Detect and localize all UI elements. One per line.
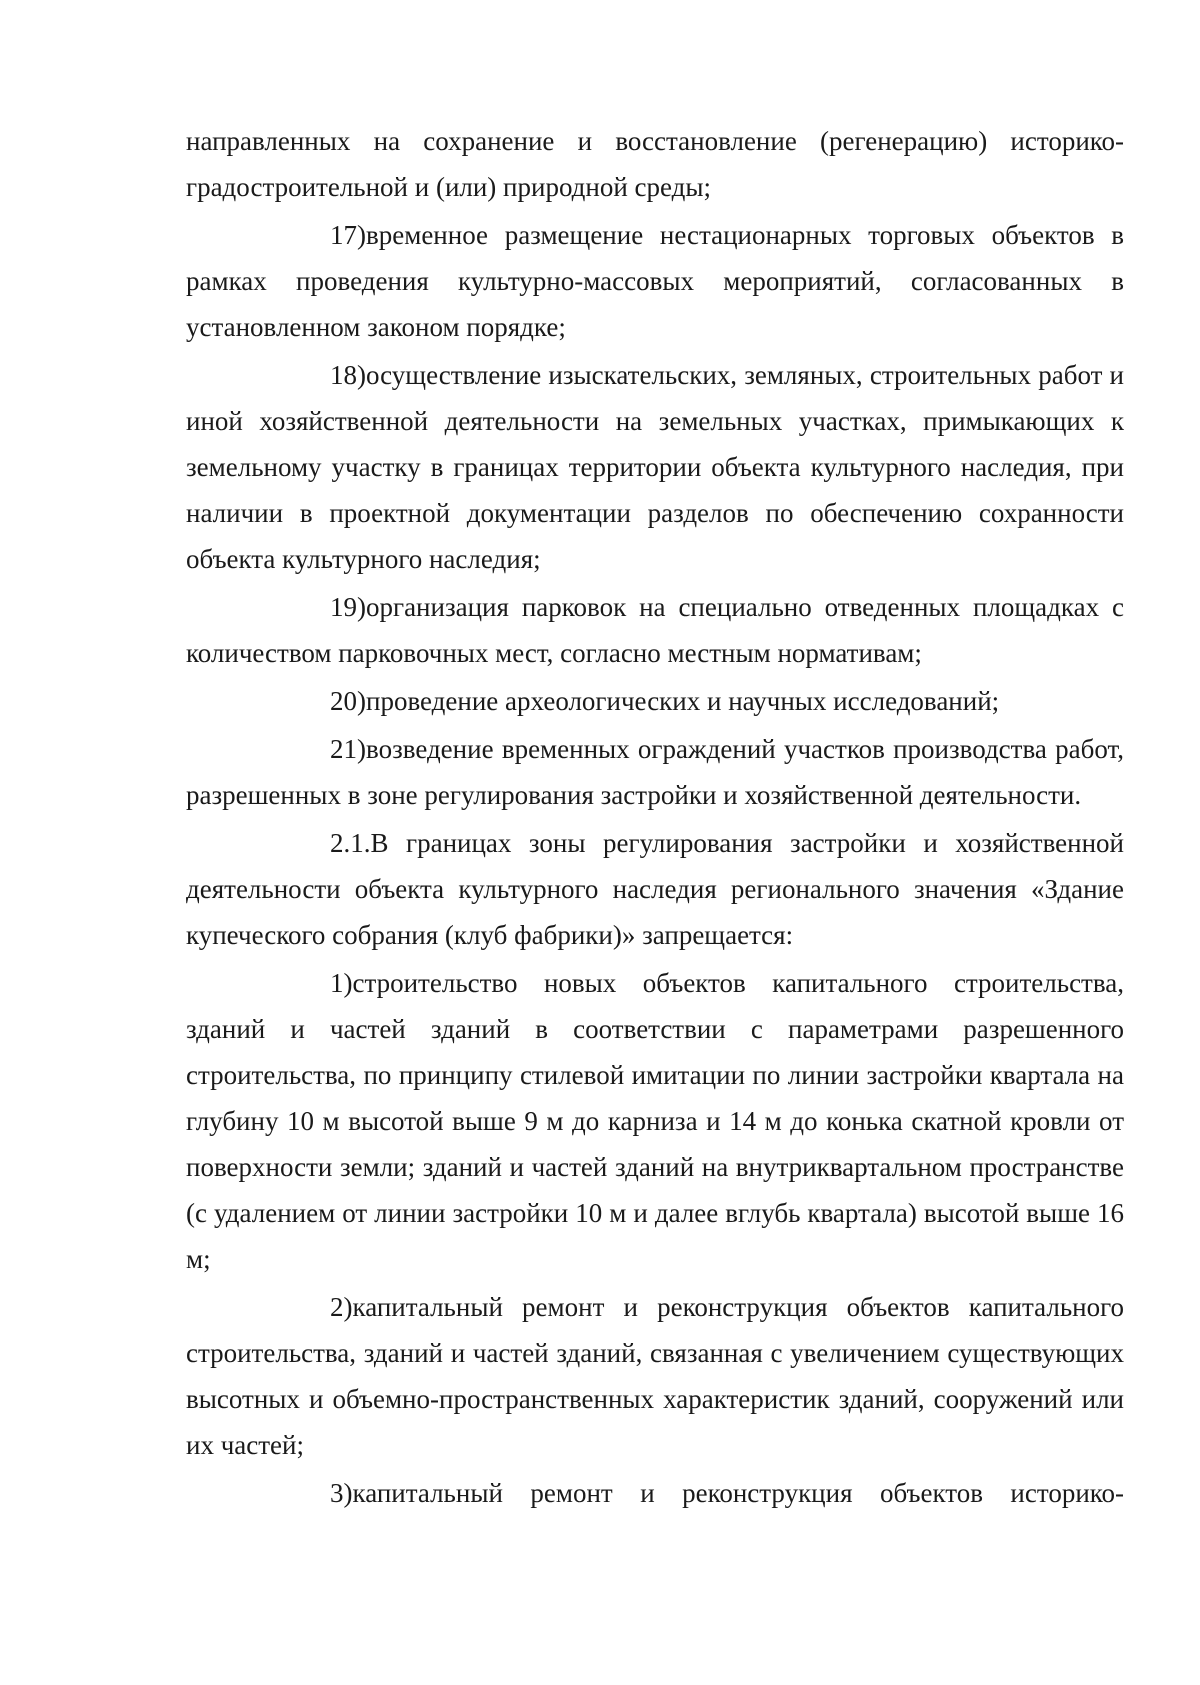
paragraph-19 bbox=[186, 584, 1124, 676]
paragraph-text: В границах зоны регулирования застройки и хозяйственной деятельности объекта культурного наследия регионального значения «Здание купеческого собрания (клуб фабрики)» запрещается: bbox=[186, 828, 1124, 950]
paragraph-text: возведение временных ограждений участков производства работ, разрешенных в зоне регулирования застройки и хозяйственной деятельности. bbox=[186, 734, 1124, 810]
paragraph-2-1 bbox=[186, 820, 1124, 958]
paragraph-20 bbox=[186, 678, 1124, 724]
paragraph-text: организация парковок на специально отведенных площадках с количеством парковочных мест, согласно местным нормативам; bbox=[186, 592, 1124, 668]
paragraph-text: строительство новых объектов капитального строительства, зданий и частей зданий в соответствии с параметрами разрешенного строительства, по принципу стилевой имитации по линии застройки квартала на глубину 10 м высотой выше 9 м до карниза и 14 м до конька скатной кровли от поверхности земли; зданий и частей зданий на внутриквартальном пространстве (с удалением от линии застройки 10 м и далее вглубь квартала) высотой выше 16 м; bbox=[186, 968, 1124, 1274]
paragraph-number: 2) bbox=[330, 1292, 353, 1322]
paragraph-number: 19) bbox=[330, 592, 366, 622]
paragraph-number: 2.1. bbox=[330, 828, 371, 858]
paragraph-number: 20) bbox=[330, 686, 366, 716]
paragraph-text: капитальный ремонт и реконструкция объектов историко- bbox=[352, 1478, 1124, 1508]
paragraph-text: осуществление изыскательских, земляных, строительных работ и иной хозяйственной деятельности на земельных участках, примыкающих к земельному участку в границах территории объекта культурного наследия, при наличии в проектной документации разделов по обеспечению сохранности объекта культурного наследия; bbox=[186, 360, 1124, 574]
paragraph-18 bbox=[186, 352, 1124, 582]
paragraph-number: 1) bbox=[330, 968, 353, 998]
paragraph-number: 18) bbox=[330, 360, 366, 390]
paragraph-text: направленных на сохранение и восстановление (регенерацию) историко-градостроительной и (или) природной среды; bbox=[186, 126, 1124, 202]
paragraph-21 bbox=[186, 726, 1124, 818]
paragraph-17 bbox=[186, 212, 1124, 350]
paragraph-3 bbox=[186, 1470, 1124, 1516]
paragraph-2 bbox=[186, 1284, 1124, 1468]
paragraph-text: проведение археологических и научных исследований; bbox=[366, 686, 1000, 716]
paragraph-number: 3) bbox=[330, 1478, 353, 1508]
paragraph-number: 17) bbox=[330, 220, 366, 250]
paragraph-text: капитальный ремонт и реконструкция объектов капитального строительства, зданий и частей зданий, связанная с увеличением существующих высотных и объемно-пространственных характеристик зданий, сооружений или их частей; bbox=[186, 1292, 1124, 1460]
document-body bbox=[186, 118, 1124, 1518]
paragraph-1 bbox=[186, 960, 1124, 1282]
paragraph-text: временное размещение нестационарных торговых объектов в рамках проведения культурно-массовых мероприятий, согласованных в установленном законом порядке; bbox=[186, 220, 1124, 342]
paragraph-number: 21) bbox=[330, 734, 366, 764]
paragraph-intro bbox=[186, 118, 1124, 210]
